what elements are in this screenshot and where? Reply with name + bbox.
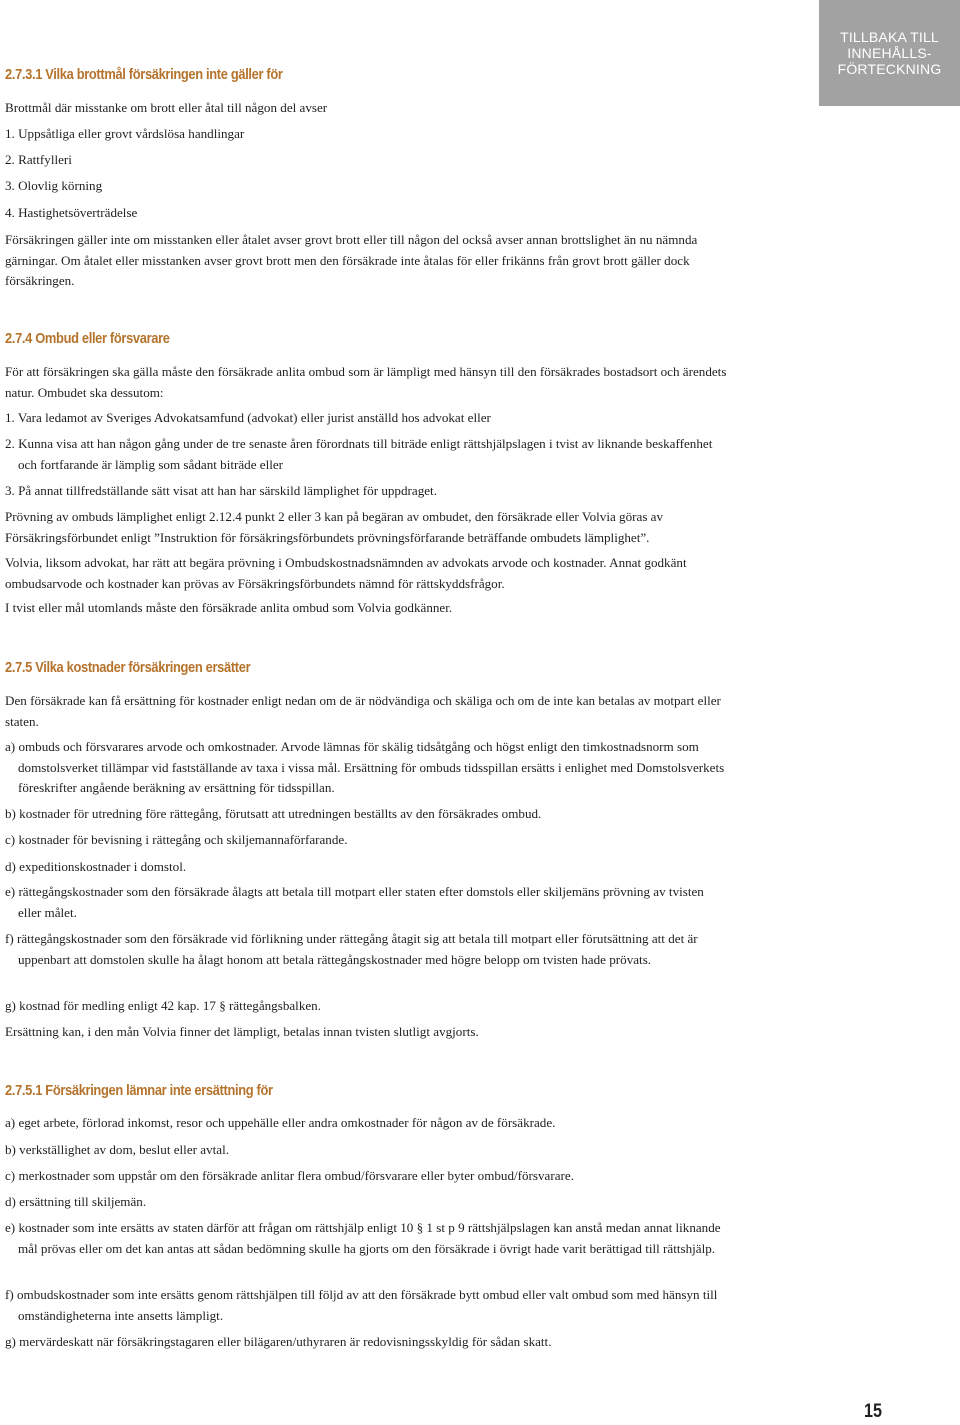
list-item: 1. Uppsåtliga eller grovt vårdslösa handlingar xyxy=(5,126,245,141)
section-2-7-4-intro: För att försäkringen ska gälla måste den försäkrade anlita ombud som är lämpligt med hänsyn till den försäkrades bostadsort och ärendets natur. Ombudet ska dessutom: xyxy=(5,364,727,400)
list-item: d) ersättning till skiljemän. xyxy=(5,1194,147,1209)
section-heading-2-7-5-1: 2.7.5.1 Försäkringen lämnar inte ersättning för xyxy=(5,1082,273,1099)
list-item: 3. Olovlig körning xyxy=(5,178,103,193)
list-item: d) expeditionskostnader i domstol. xyxy=(5,859,187,874)
page-number: 15 xyxy=(864,1401,882,1422)
list-item: 3. På annat tillfredställande sätt visat att han har särskild lämplighet för uppdraget. xyxy=(5,483,437,498)
list-item: a) ombuds och försvarares arvode och omkostnader. Arvode lämnas för skälig tidsåtgång och högst enligt den timkostnadsnorm som domstolsverket tillämpar vid fastställande av taxa i vissa mål. Ersättning för ombuds tidsspillan ersätts i enlighet med Domstolsverkets föreskrifter angående beräkning av ersättning för tidsspillan. xyxy=(5,739,725,795)
section-2-7-4-paragraph: Prövning av ombuds lämplighet enligt 2.12.4 punkt 2 eller 3 kan på begäran av ombudet, den försäkrade eller Volvia göras av Försäkringsförbundet enligt ”Instruktion för försäkringsförbundets prövningsförfarande beträffande ombudets lämplighet”. xyxy=(5,509,664,545)
section-2-7-3-1-intro: Brottmål där misstanke om brott eller åtal till någon del avser xyxy=(5,100,328,115)
list-item: c) kostnader för bevisning i rättegång och skiljemannaförfarande. xyxy=(5,832,348,847)
list-item: f) rättegångskostnader som den försäkrade vid förlikning under rättegång åtagit sig att betala till motpart eller förutsättning att det är uppenbart att domstolen skulle ha ålagt honom att betala rättegångskostnader med högre belopp om tvisten hade prövats. xyxy=(5,931,698,967)
list-item: g) kostnad för medling enligt 42 kap. 17 § rättegångsbalken. xyxy=(5,998,321,1013)
back-to-toc-line1: TILLBAKA TILL xyxy=(840,29,939,45)
section-2-7-3-1-paragraph: Försäkringen gäller inte om misstanken eller åtalet avser grovt brott eller till någon del också avser annan brottslighet än nu nämnda gärningar. Om åtalet eller misstanken avser grovt brott men den försäkrade inte åtalas för eller frikänns från grovt brott gäller dock försäkringen. xyxy=(5,232,698,288)
list-item: f) ombudskostnader som inte ersätts genom rättshjälpen till följd av att den försäkrade bytt ombud eller valt ombud som med hänsyn till omständigheterna inte ansetts lämpligt. xyxy=(5,1287,718,1323)
section-2-7-5-paragraph: Ersättning kan, i den mån Volvia finner det lämpligt, betalas innan tvisten slutligt avgjorts. xyxy=(5,1024,479,1039)
section-2-7-5-intro: Den försäkrade kan få ersättning för kostnader enligt nedan om de är nödvändiga och skäliga och om de inte kan betalas av motpart eller staten. xyxy=(5,693,721,729)
section-2-7-4-paragraph: Volvia, liksom advokat, har rätt att begära prövning i Ombudskostnadsnämnden av advokats arvode och kostnader. Annat godkänt ombudsarvode och kostnader kan prövas av Försäkringsförbundets nämnd för rättskyddsfrågor. xyxy=(5,555,687,591)
list-item: c) merkostnader som uppstår om den försäkrade anlitar flera ombud/försvarare eller byter ombud/försvarare. xyxy=(5,1168,574,1183)
list-item: g) mervärdeskatt när försäkringstagaren eller bilägaren/uthyraren är redovisningsskyldig för sådan skatt. xyxy=(5,1334,552,1349)
section-heading-2-7-5: 2.7.5 Vilka kostnader försäkringen ersätter xyxy=(5,659,251,676)
list-item: b) kostnader för utredning före rättegång, förutsatt att utredningen beställts av den försäkrades ombud. xyxy=(5,806,542,821)
list-item: 1. Vara ledamot av Sveriges Advokatsamfund (advokat) eller jurist anställd hos advokat eller xyxy=(5,410,491,425)
section-2-7-4-paragraph: I tvist eller mål utomlands måste den försäkrade anlita ombud som Volvia godkänner. xyxy=(5,600,453,615)
back-to-toc-line2: INNEHÅLLS- xyxy=(847,45,932,61)
list-item: b) verkställighet av dom, beslut eller avtal. xyxy=(5,1142,229,1157)
section-heading-2-7-3-1: 2.7.3.1 Vilka brottmål försäkringen inte gäller för xyxy=(5,66,283,83)
list-item: a) eget arbete, förlorad inkomst, resor och uppehälle eller andra omkostnader för någon av de försäkrade. xyxy=(5,1115,556,1130)
list-item: 2. Kunna visa att han någon gång under de tre senaste åren förordnats till biträde enligt rättshjälpslagen i tvist av liknande beskaffenhet och fortfarande är lämplig som sådant biträde eller xyxy=(5,436,713,472)
back-to-toc-line3: FÖRTECKNING xyxy=(837,61,942,77)
list-item: 2. Rattfylleri xyxy=(5,152,72,167)
list-item: e) kostnader som inte ersätts av staten därför att frågan om rättshjälp enligt 10 § 1 st p 9 rättshjälpslagen kan anstå medan annat liknande mål prövas eller om det kan antas att sådan bedömning skulle ha gjorts om den försäkrade i övrigt hade varit berättigad till rättshjälp. xyxy=(5,1220,721,1256)
list-item: e) rättegångskostnader som den försäkrade ålagts att betala till motpart eller staten efter domstols eller skiljemäns prövning av tvisten eller målet. xyxy=(5,884,704,920)
section-heading-2-7-4: 2.7.4 Ombud eller försvarare xyxy=(5,330,170,347)
list-item: 4. Hastighetsöverträdelse xyxy=(5,205,138,220)
back-to-toc-button[interactable] xyxy=(819,0,960,106)
